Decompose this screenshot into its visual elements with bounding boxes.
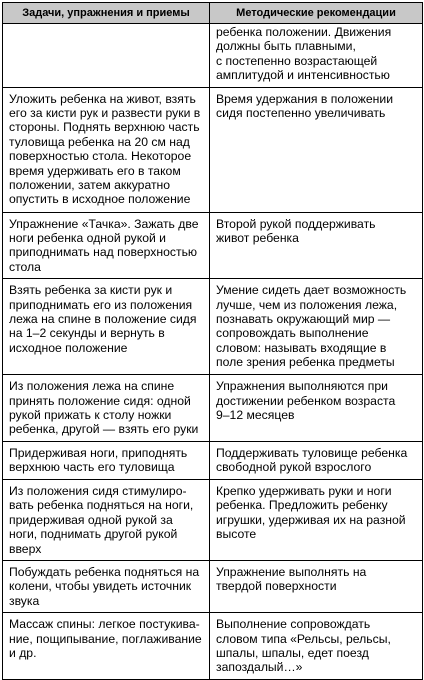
table-row — [3, 279, 423, 375]
column-header-tasks: Задачи, упражнения и приемы — [3, 3, 210, 24]
task-cell — [3, 212, 210, 279]
task-cell — [3, 375, 210, 442]
exercise-table — [2, 2, 423, 680]
task-text: Взять ребенка за кисти рук и приподнимать его из положения лежа на спине в положение сидя на 1–2 секунды и вернуть в исходное положение — [9, 283, 197, 355]
advice-cell — [210, 279, 423, 375]
table-row — [3, 87, 423, 212]
task-text: Упражнение «Тачка». Зажать две ноги ребенка одной рукой и приподнимать над поверхностью стола — [9, 216, 199, 274]
task-text: Массаж спины: легкое постукива- ние, пощипывание, поглаживание и др. — [9, 617, 202, 660]
advice-text: Крепко удерживать руки и ноги ребенка. Предложить ребенку игрушки, удерживая их на разной высоте — [216, 483, 406, 542]
advice-text: ребенка положении. Движения должны быть плавными, с постепенно возрастающей амплитудой и интенсивностью — [216, 25, 392, 83]
task-text: Из положения лежа на спине принять положение сидя: одной рукой прижать к столу ножки ребенка, другой — взять его руки — [9, 379, 199, 437]
advice-text: Второй рукой поддерживать живот ребенка — [216, 216, 376, 246]
advice-text: Выполнение сопровождать словом типа «Рельсы, рельсы, шпалы, шпалы, едет поезд запоздалый…» — [216, 617, 391, 675]
table-row — [3, 375, 423, 442]
table-row — [3, 479, 423, 560]
advice-cell — [210, 479, 423, 560]
advice-cell — [210, 441, 423, 479]
task-cell — [3, 24, 210, 88]
task-cell — [3, 87, 210, 212]
task-cell — [3, 613, 210, 680]
task-text: Побуждать ребенка подняться на колени, чтобы увидеть источник звука — [9, 564, 200, 608]
advice-cell — [210, 87, 423, 212]
advice-text: Умение сидеть дает возможность лучше, чем из положения лежа, познавать окружающий мир — сопровождать выполнение словом: называть входящие в поле зрения ребенка предметы — [216, 283, 407, 370]
task-cell — [3, 279, 210, 375]
task-cell — [3, 441, 210, 479]
table-header-row — [3, 3, 423, 24]
advice-text: Упражнение выполнять на твердой поверхности — [216, 564, 367, 594]
advice-cell — [210, 212, 423, 279]
advice-cell — [210, 375, 423, 442]
table-row — [3, 441, 423, 479]
task-cell — [3, 560, 210, 612]
advice-text: Время удержания в положении сидя постепенно увеличивать — [216, 91, 393, 121]
advice-cell — [210, 560, 423, 612]
task-cell — [3, 479, 210, 560]
table-row — [3, 613, 423, 680]
table-row — [3, 560, 423, 612]
task-text: Уложить ребенка на живот, взять его за кисти рук и развести руки в стороны. Поднять верхнюю часть туловища ребенка на 20 см над поверхностью стола. Некоторое время удерживать его в таком положении, затем аккуратно опустить в исходное положение — [9, 91, 201, 207]
advice-cell — [210, 24, 423, 88]
advice-text: Упражнения выполняются при достижении ребенком возраста 9–12 месяцев — [216, 379, 396, 423]
column-header-recommendations: Методические рекомендации — [210, 3, 423, 24]
task-text: Из положения сидя стимулиро- вать ребенка подняться на ноги, придерживая одной рукой за ноги, поднимать другой рукой вверх — [9, 483, 194, 556]
table-row — [3, 212, 423, 279]
advice-cell — [210, 613, 423, 680]
table-row — [3, 24, 423, 88]
advice-text: Поддерживать туловище ребенка свободной рукой взрослого — [216, 445, 408, 475]
task-text: Придерживая ноги, приподнять верхнюю часть его туловища — [9, 445, 188, 475]
